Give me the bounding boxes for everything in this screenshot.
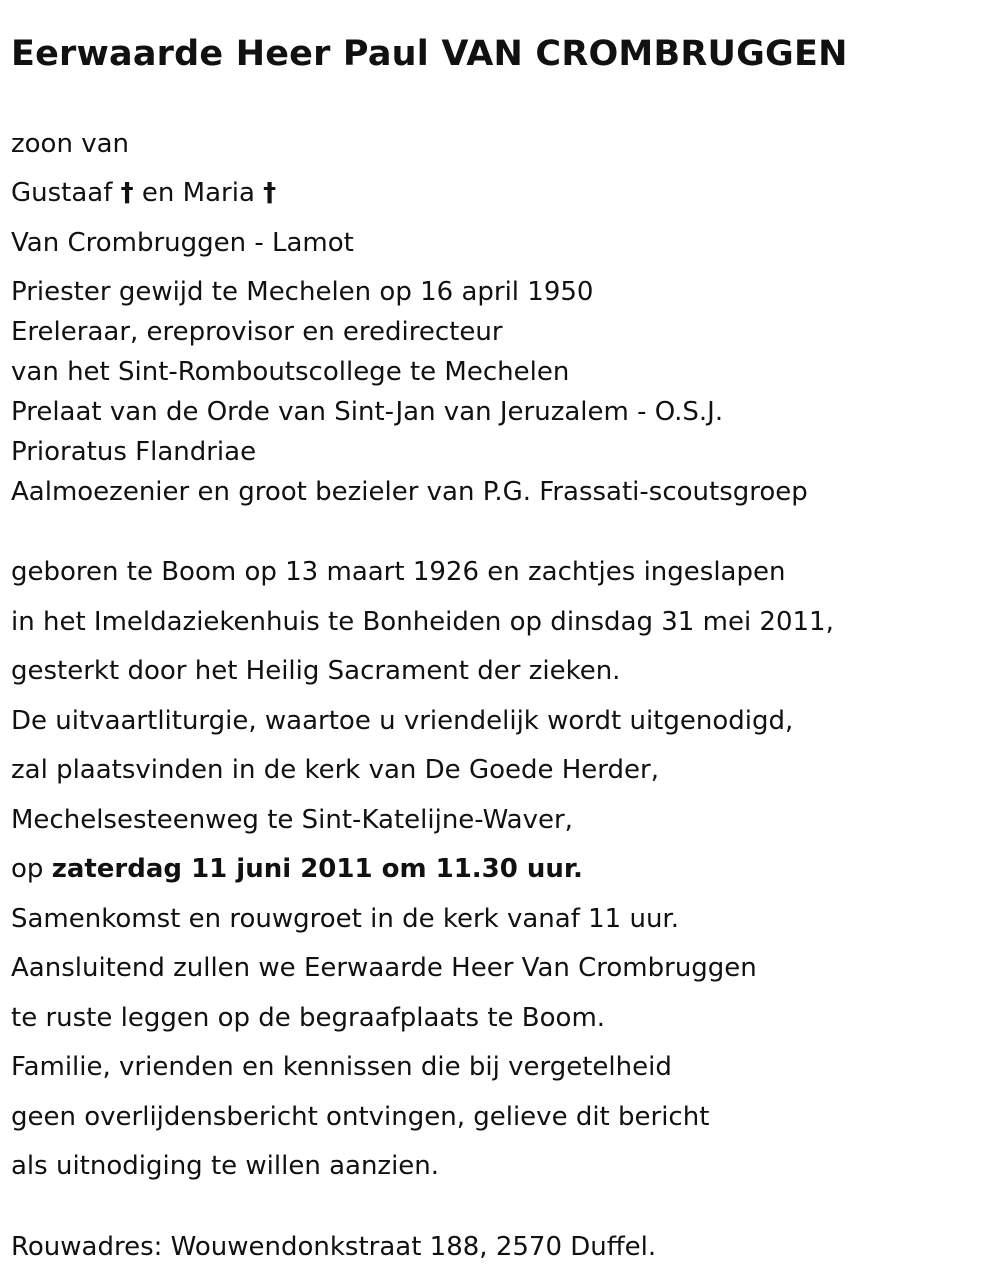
cross-icon: † bbox=[120, 178, 134, 208]
notice-title: Eerwaarde Heer Paul VAN CROMBRUGGEN bbox=[11, 34, 848, 74]
funeral-date-line bbox=[11, 856, 583, 882]
father-name: Gustaaf bbox=[11, 178, 113, 208]
career-line: Priester gewijd te Mechelen op 16 april 1950 bbox=[11, 277, 594, 307]
parents-intro: zoon van bbox=[11, 129, 130, 159]
career-line: Prioratus Flandriae bbox=[11, 437, 257, 467]
body-line: te ruste leggen op de begraafplaats te Boom. bbox=[11, 1003, 606, 1033]
body-line: geboren te Boom op 13 maart 1926 en zachtjes ingeslapen bbox=[11, 557, 786, 587]
funeral-date: zaterdag 11 juni 2011 om 11.30 uur. bbox=[51, 854, 583, 884]
body-line: Samenkomst en rouwgroet in de kerk vanaf 11 uur. bbox=[11, 904, 679, 934]
mourning-address: Rouwadres: Wouwendonkstraat 188, 2570 Duffel. bbox=[11, 1232, 657, 1262]
mother-name: en Maria bbox=[141, 178, 255, 208]
parents-names-line bbox=[11, 180, 276, 206]
body-line: Aansluitend zullen we Eerwaarde Heer Van Crombruggen bbox=[11, 953, 757, 983]
parents-surnames: Van Crombruggen - Lamot bbox=[11, 228, 354, 258]
career-line: van het Sint-Romboutscollege te Mechelen bbox=[11, 357, 570, 387]
body-line: gesterkt door het Heilig Sacrament der zieken. bbox=[11, 656, 621, 686]
body-line: Mechelsesteenweg te Sint-Katelijne-Waver, bbox=[11, 805, 573, 835]
body-line: in het Imeldaziekenhuis te Bonheiden op dinsdag 31 mei 2011, bbox=[11, 607, 834, 637]
career-line: Prelaat van de Orde van Sint-Jan van Jeruzalem - O.S.J. bbox=[11, 397, 724, 427]
body-line: als uitnodiging te willen aanzien. bbox=[11, 1151, 440, 1181]
career-line: Aalmoezenier en groot bezieler van P.G. Frassati-scoutsgroep bbox=[11, 477, 808, 507]
body-line: geen overlijdensbericht ontvingen, gelieve dit bericht bbox=[11, 1102, 710, 1132]
body-line: De uitvaartliturgie, waartoe u vriendelijk wordt uitgenodigd, bbox=[11, 706, 794, 736]
body-line: Familie, vrienden en kennissen die bij vergetelheid bbox=[11, 1052, 672, 1082]
funeral-date-prefix: op bbox=[11, 854, 44, 884]
body-line: zal plaatsvinden in de kerk van De Goede Herder, bbox=[11, 755, 659, 785]
cross-icon: † bbox=[263, 178, 277, 208]
career-line: Ereleraar, ereprovisor en eredirecteur bbox=[11, 317, 503, 347]
